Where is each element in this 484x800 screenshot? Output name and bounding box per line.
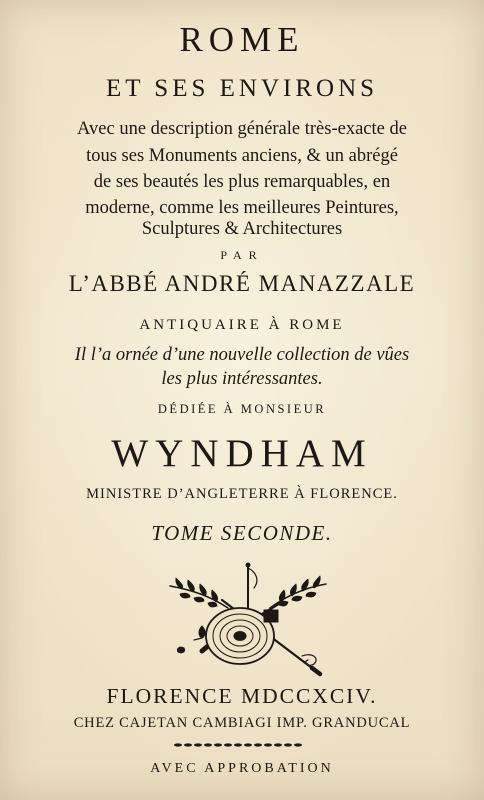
description-line-3: de ses beautés les plus remarquables, en — [93, 172, 391, 192]
author-title: ANTIQUAIRE À ROME — [139, 317, 345, 333]
author-name: L’ABBÉ ANDRÉ MANAZZALE — [68, 271, 416, 296]
description-line-1: Avec une description générale très-exacte de — [77, 119, 407, 139]
dedication: DÉDIÉE À MONSIEUR — [157, 402, 327, 416]
dedicatee-name: WYNDHAM — [111, 432, 373, 475]
description-line-5: Sculptures & Architectures — [141, 219, 343, 239]
decorative-rule — [173, 742, 307, 748]
by-word: PAR — [220, 248, 264, 262]
description-line-4: moderne, comme les meilleures Peintures, — [85, 198, 399, 218]
volume-label: TOME SECONDE. — [151, 521, 333, 545]
approbation: AVEC APPROBATION — [150, 761, 334, 776]
imprint-printer: CHEZ CAJETAN CAMBIAGI IMP. GRANDUCAL — [73, 715, 411, 731]
book-title: ROME — [179, 20, 305, 59]
edition-note-line-1: Il l’a ornée d’une nouvelle collection de vûes — [74, 345, 410, 365]
printers-ornament-icon — [162, 556, 334, 680]
edition-note-line-2: les plus intéressantes. — [161, 369, 323, 389]
imprint-place-date: FLORENCE MDCCXCIV. — [106, 684, 378, 708]
dedicatee-title: MINISTRE D’ANGLETERRE À FLORENCE. — [86, 486, 398, 502]
description-line-2: tous ses Monuments anciens, & un abrégé — [86, 146, 398, 166]
book-subtitle: ET SES ENVIRONS — [105, 75, 379, 102]
